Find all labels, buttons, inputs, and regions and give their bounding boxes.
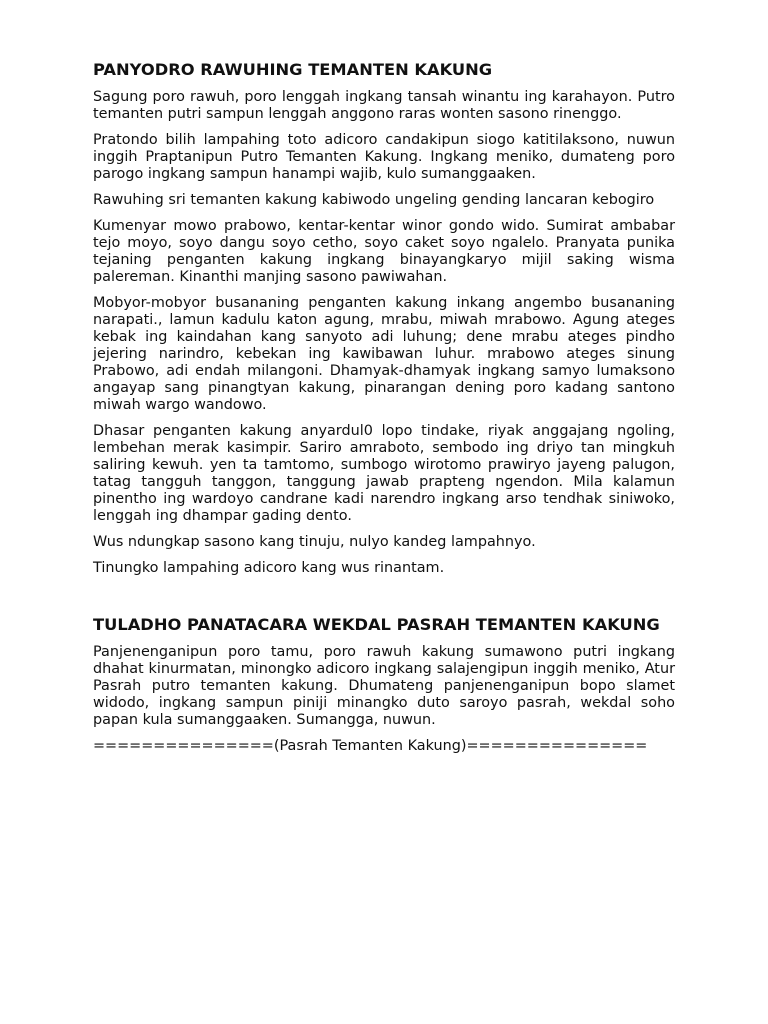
paragraph: Kumenyar mowo prabowo, kentar-kentar winor gondo wido. Sumirat ambabar tejo moyo, soyo dangu soyo cetho, soyo caket soyo ngalelo. Pranyata punika tejaning penganten kakung ingkang binayangkaryo mijil saking wisma palereman. Kinanthi manjing sasono pawiwahan. [93, 218, 675, 285]
separator-line: ===============(Pasrah Temanten Kakung)=============== [93, 738, 648, 754]
paragraph: Wus ndungkap sasono kang tinuju, nulyo kandeg lampahnyo. [93, 534, 536, 550]
document-page [93, 60, 675, 755]
paragraph: Sagung poro rawuh, poro lenggah ingkang tansah winantu ing karahayon. Putro temanten putri sampun lenggah anggono raras wonten sasono rinenggo. [93, 89, 675, 122]
section-title: TULADHO PANATACARA WEKDAL PASRAH TEMANTEN KAKUNG [93, 615, 660, 634]
section-title: PANYODRO RAWUHING TEMANTEN KAKUNG [93, 60, 493, 79]
paragraph: Tinungko lampahing adicoro kang wus rinantam. [93, 560, 445, 576]
paragraph: Dhasar penganten kakung anyardul0 lopo tindake, riyak anggajang ngoling, lembehan merak kasimpir. Sariro amraboto, sembodo ing driyo tan mingkuh saliring kewuh. yen ta tamtomo, sumbogo wirotomo prawiryo jayeng palugon, tatag tangguh tanggon, tanggung jawab prapteng ngendon. Mila kalamun pinentho ing wardoyo candrane kadi narendro ingkang arso tendhak siniwoko, lenggah ing dhampar gading dento. [93, 423, 675, 524]
paragraph: Rawuhing sri temanten kakung kabiwodo ungeling gending lancaran kebogiro [93, 192, 655, 208]
paragraph: Mobyor-mobyor busananing penganten kakung inkang angembo busananing narapati., lamun kadulu katon agung, mrabu, miwah mrabowo. Agung ateges kebak ing kaindahan kang sanyoto adi luhung; dene mrabu ateges pindho jejering narindro, kebekan ing kawibawan luhur. mrabowo ateges sinung Prabowo, adi endah milangoni. Dhamyak-dhamyak ingkang samyo lumaksono angayap sang pinangtyan kakung, pinarangan dening poro kadang santono miwah wargo wandowo. [93, 295, 675, 413]
paragraph: Pratondo bilih lampahing toto adicoro candakipun siogo katitilaksono, nuwun inggih Praptanipun Putro Temanten Kakung. Ingkang meniko, dumateng poro parogo ingkang sampun hanampi wajib, kulo sumanggaaken. [93, 132, 675, 182]
paragraph: Panjenenganipun poro tamu, poro rawuh kakung sumawono putri ingkang dhahat kinurmatan, minongko adicoro ingkang salajengipun inggih meniko, Atur Pasrah putro temanten kakung. Dhumateng panjenenganipun bopo slamet widodo, ingkang sampun piniji minangko duto saroyo pasrah, wekdal soho papan kula sumanggaaken. Sumangga, nuwun. [93, 644, 675, 728]
